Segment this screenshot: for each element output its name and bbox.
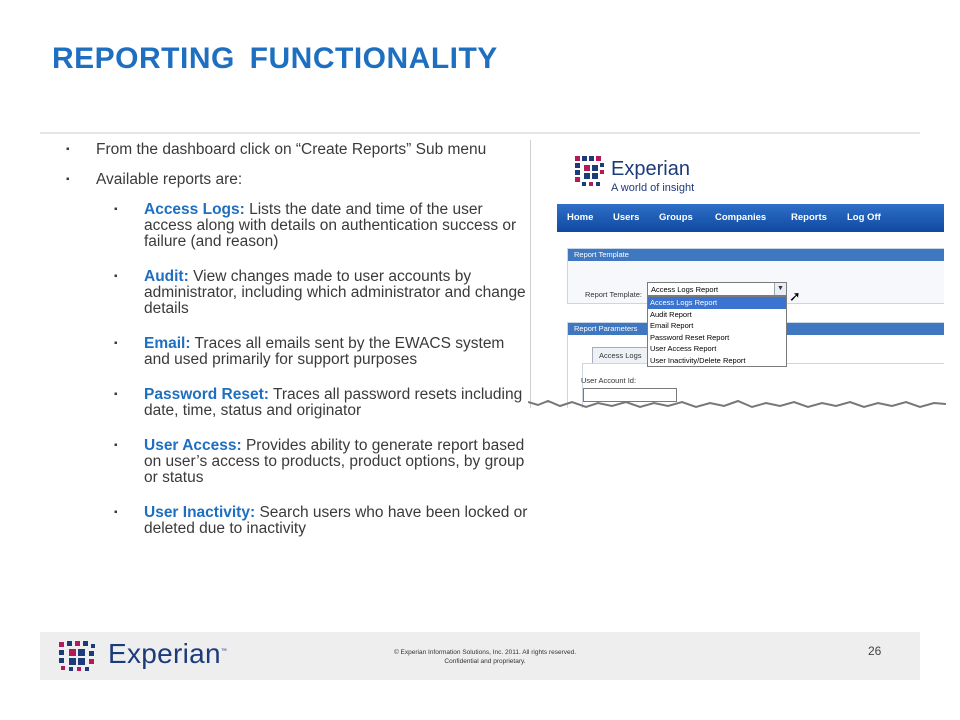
panel-header: Report Parameters [568, 323, 944, 335]
bullet-text: Available reports are: [96, 171, 243, 188]
footer-copyright [340, 648, 630, 666]
mouse-cursor-icon: ➚ [789, 288, 801, 304]
nav-reports[interactable]: Reports [791, 212, 827, 223]
sub-bullet-audit [114, 269, 528, 317]
sub-bullet-term: Access Logs: [144, 201, 245, 218]
title-divider [40, 132, 920, 134]
dropdown-option[interactable]: User Inactivity/Delete Report [650, 355, 746, 365]
bullet-marker-icon: ▪ [66, 174, 70, 185]
report-template-select[interactable] [647, 282, 787, 296]
sub-bullet-user-inactivity [114, 505, 528, 537]
copyright-line: © Experian Information Solutions, Inc. 2011. All rights reserved. [393, 649, 577, 656]
bullet-marker-icon: ▪ [66, 144, 70, 155]
bullet-marker-icon: ▪ [114, 389, 118, 400]
torn-edge-decoration [528, 398, 946, 412]
sub-bullet-user-access [114, 438, 528, 486]
selected-value: Access Logs Report [651, 285, 719, 294]
sub-bullet-text: View changes made to user accounts by administrator, including which administrator and change details [144, 268, 526, 317]
dropdown-option[interactable]: Audit Report [650, 309, 692, 319]
sub-bullet-password-reset [114, 387, 528, 419]
sub-bullet-term: Password Reset: [144, 386, 269, 403]
footer-brand [108, 638, 227, 670]
sub-bullet-email [114, 336, 528, 368]
trademark-mark: ™ [220, 648, 228, 655]
sub-bullet-text: Traces all emails sent by the EWACS system and used primarily for support purposes [144, 335, 505, 368]
footer [40, 632, 920, 680]
bullet-text: From the dashboard click on “Create Reports” Sub menu [96, 141, 487, 158]
slide-title: REPORTING FUNCTIONALITY [52, 42, 498, 75]
dropdown-option[interactable]: Access Logs Report [648, 297, 786, 309]
nav-home[interactable]: Home [567, 212, 594, 223]
experian-logo-icon [573, 154, 607, 188]
app-screenshot [530, 140, 944, 408]
sub-bullet-term: User Inactivity: [144, 504, 256, 521]
sub-bullet-text: Search users who have been locked or deleted due to inactivity [144, 504, 528, 537]
nav-groups[interactable]: Groups [659, 212, 693, 223]
report-template-dropdown [647, 296, 787, 367]
page-number: 26 [868, 644, 882, 658]
app-brand-name: Experian [611, 158, 690, 180]
nav-users[interactable]: Users [613, 212, 640, 223]
bullet-marker-icon: ▪ [114, 271, 118, 282]
bullet-marker-icon: ▪ [114, 440, 118, 451]
dropdown-option[interactable]: Email Report [650, 321, 694, 330]
sub-bullet-text: Traces all password resets including date, time, status and originator [144, 386, 523, 419]
app-navbar [557, 204, 944, 232]
app-window [541, 140, 944, 408]
tab-access-logs[interactable]: Access Logs [592, 347, 666, 363]
footer-brand-name: Experian [108, 638, 221, 669]
sub-bullet-text: Provides ability to generate report based on user’s access to products, product options, by group or status [144, 437, 525, 486]
dropdown-option[interactable]: Password Reset Report [650, 332, 730, 342]
sub-bullet-term: Email: [144, 335, 191, 352]
nav-log-off[interactable]: Log Off [847, 212, 881, 223]
app-tagline: A world of insight [611, 182, 695, 194]
sub-bullet-access-logs [114, 202, 528, 250]
sub-bullet-term: User Access: [144, 437, 242, 454]
bullet-marker-icon: ▪ [114, 507, 118, 518]
bullet-marker-icon: ▪ [114, 204, 118, 215]
experian-logo-icon [58, 640, 98, 672]
bullet-item [66, 142, 528, 158]
bullet-list [66, 142, 528, 556]
sub-bullet-text: Lists the date and time of the user access along with details on authentication success or failure (and reason) [144, 201, 517, 250]
dropdown-option[interactable]: User Access Report [650, 344, 717, 353]
confidential-line: Confidential and proprietary. [444, 658, 526, 665]
sub-bullet-term: Audit: [144, 268, 189, 285]
panel-header: Report Template [568, 249, 944, 261]
bullet-marker-icon: ▪ [114, 338, 118, 349]
nav-companies[interactable]: Companies [715, 212, 767, 223]
chevron-down-icon[interactable]: ▼ [774, 283, 786, 295]
bullet-item [66, 172, 528, 188]
user-account-label: User Account Id: [581, 376, 637, 385]
report-template-label: Report Template: [585, 290, 642, 299]
